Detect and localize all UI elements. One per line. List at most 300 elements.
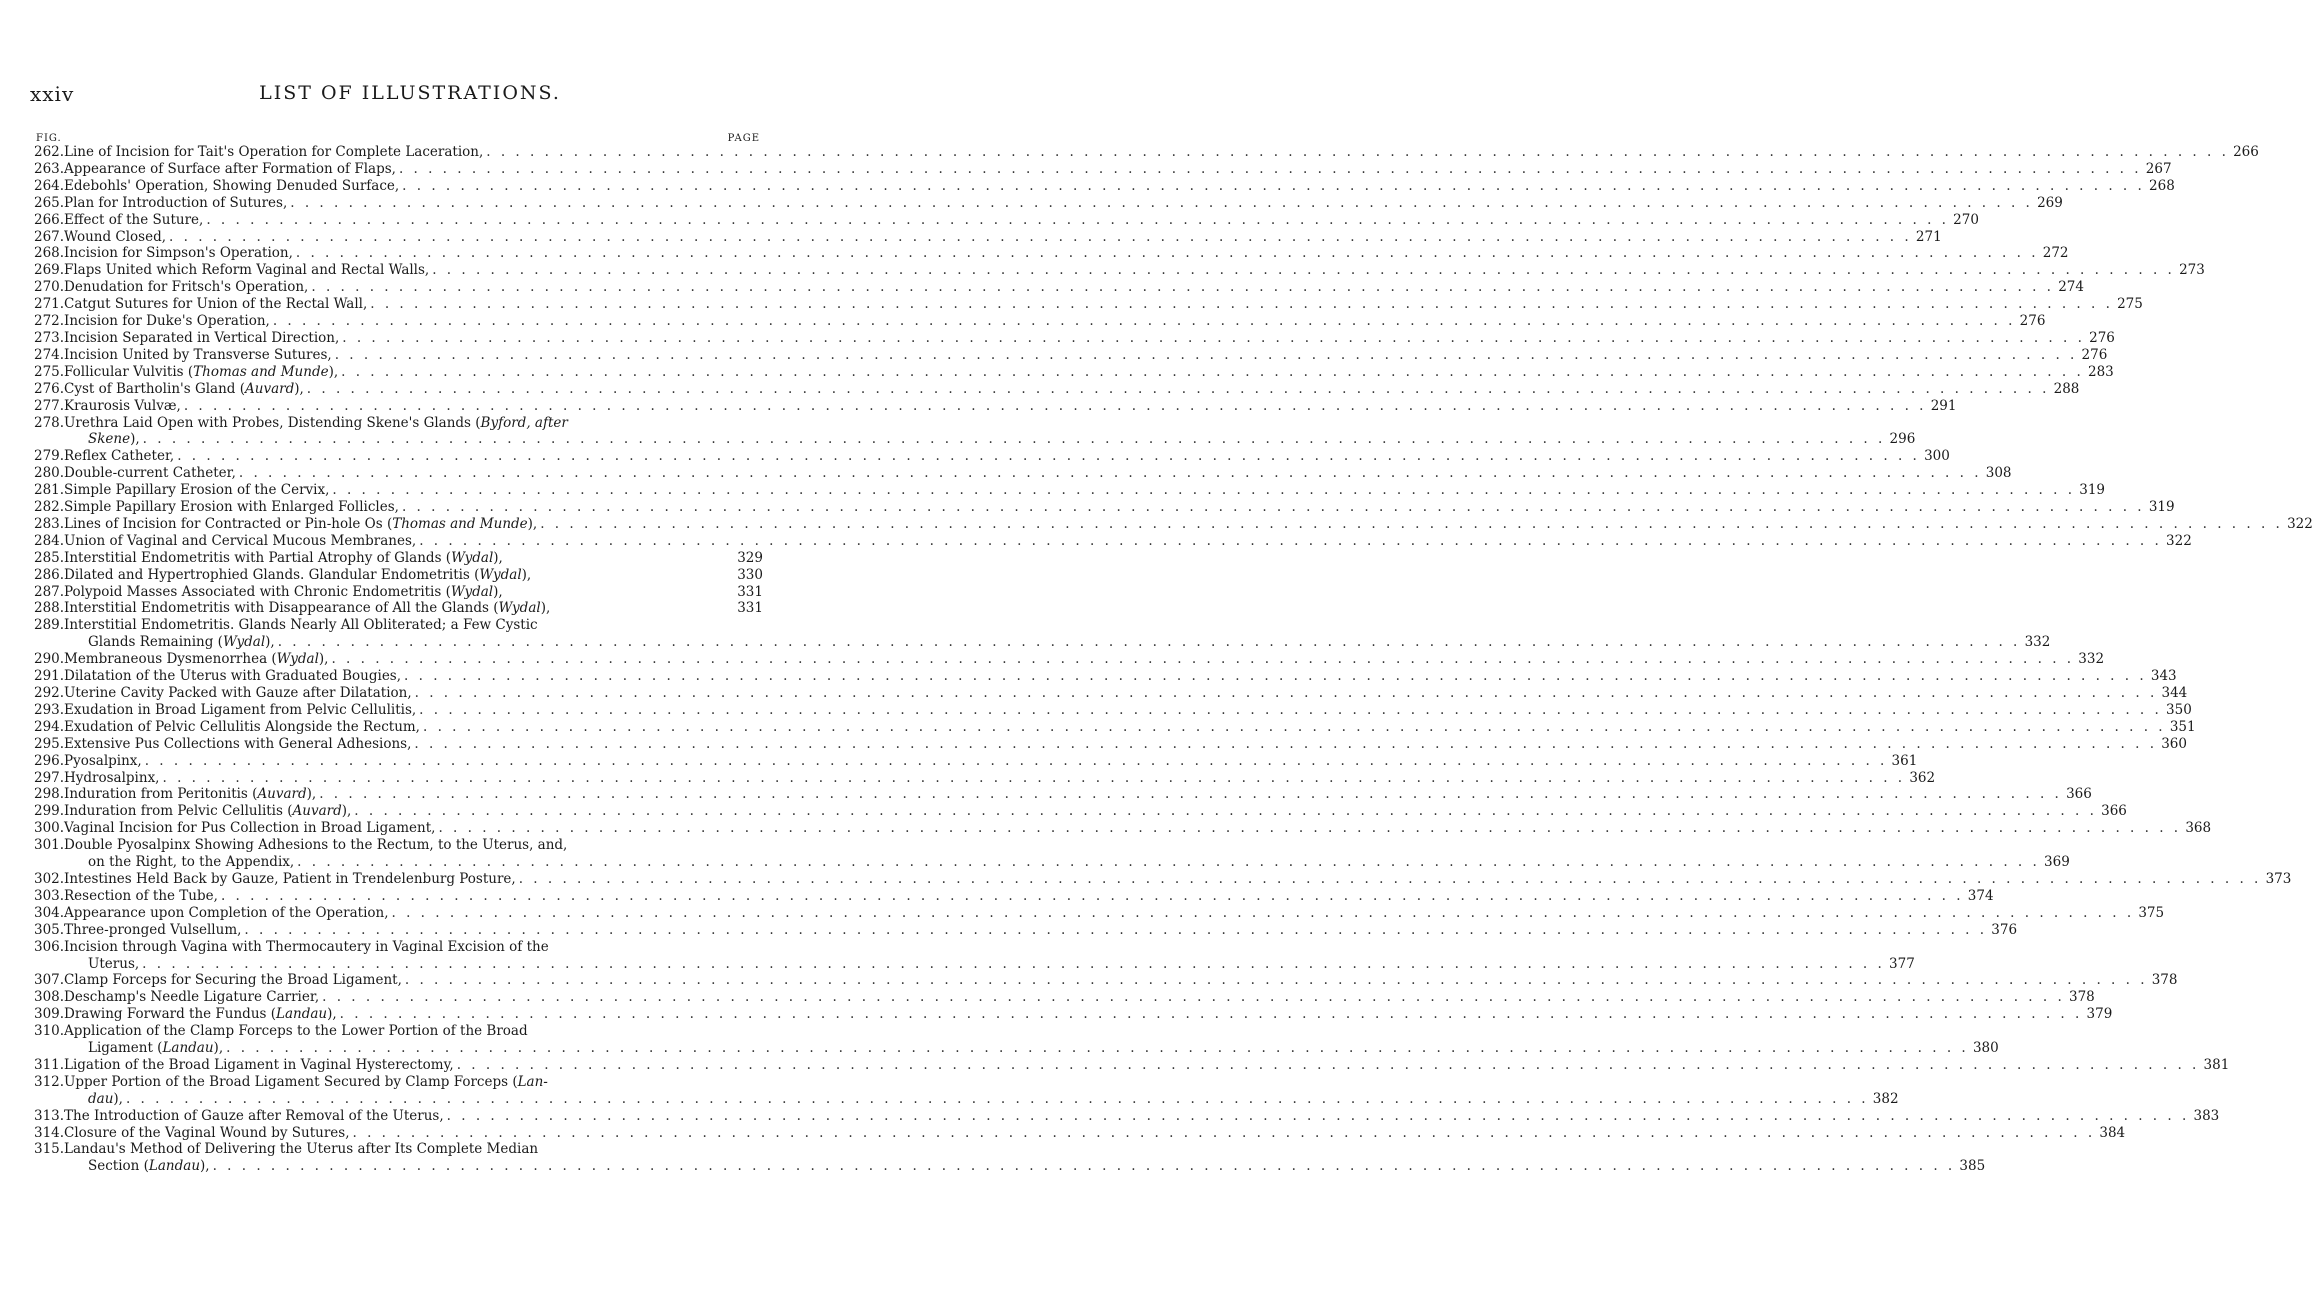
figure-caption: Incision through Vagina with Thermocautery in Vaginal Excision of the [64, 938, 549, 955]
entry-body [64, 719, 2196, 736]
entry-line [64, 499, 2175, 516]
page-ref: 296 [1889, 431, 1916, 448]
entry-line [64, 1158, 1985, 1175]
entry-line [64, 212, 1979, 229]
entry-line [64, 634, 2050, 651]
figure-caption: Plan for Introduction of Sutures, [64, 194, 288, 211]
figure-number: 272. [34, 313, 65, 330]
figure-number: 315. [34, 1141, 65, 1158]
figure-caption: Appearance of Surface after Formation of Flaps, [64, 160, 396, 177]
figure-number: 313. [34, 1107, 65, 1124]
list-item [34, 786, 2092, 803]
page-number: xxiv [30, 82, 75, 106]
entry-line [64, 905, 2164, 922]
entry-line [64, 854, 2070, 871]
entry-line [64, 262, 2205, 279]
page-ref: 266 [2233, 144, 2259, 160]
figure-caption: Uterine Cavity Packed with Gauze after Dilatation, [64, 685, 412, 701]
figure-number: 287. [34, 583, 65, 600]
figure-source: Auvard [257, 786, 307, 803]
figure-caption: Cyst of Bartholin's Gland (Auvard), [64, 380, 304, 397]
figure-caption: Drawing Forward the Fundus (Landau), [64, 1006, 337, 1023]
figure-number: 307. [34, 972, 65, 989]
page-ref: 380 [1972, 1040, 1999, 1057]
page-ref: 269 [2037, 194, 2063, 211]
page-ref: 350 [2166, 701, 2192, 718]
list-item [34, 752, 1918, 770]
entry-line [64, 770, 1935, 787]
list-item [34, 718, 2196, 736]
figure-number: 282. [34, 499, 65, 516]
figure-source: dau [88, 1090, 114, 1107]
figure-number: 303. [34, 887, 65, 904]
page-ref: 379 [2086, 1006, 2113, 1023]
list-item [34, 313, 2046, 330]
page-ref: 276 [2089, 329, 2115, 346]
figure-caption: Closure of the Vaginal Wound by Sutures, [64, 1124, 350, 1141]
dot-leader: . . . . . . . . . . . . . . . . . . . . . . . . . . . . . . . . . . . . . . . . . . . . . . . . . . . . . . . . . . . . . . . . . . . . . . . . . . . . . . . . . . . . . . . . . . . . . . . . . . . . . . . . . . . . . . . . . . . . . . . . [334, 346, 2078, 363]
dot-leader: . . . . . . . . . . . . . . . . . . . . . . . . . . . . . . . . . . . . . . . . . . . . . . . . . . . . . . . . . . . . . . . . . . . . . . . . . . . . . . . . . . . . . . . . . . . . . . . . . . . . . . . . . . . . . . . . . . . . . . . . [144, 752, 1888, 769]
figure-caption: Wound Closed, [64, 228, 167, 245]
entry-body [64, 245, 2069, 262]
entry-line [64, 448, 1950, 465]
list-item [34, 769, 1936, 787]
entry-line [64, 972, 2178, 989]
entry-line [64, 668, 2177, 685]
entry-line [64, 431, 1915, 448]
figure-caption: Incision for Simpson's Operation, [64, 245, 293, 262]
entry-body [64, 330, 2115, 347]
figure-number: 295. [34, 735, 65, 752]
figure-caption: Induration from Peritonitis (Auvard), [64, 786, 317, 803]
figure-number: 293. [34, 701, 65, 718]
entry-line [64, 516, 2313, 533]
list-item [34, 1023, 1999, 1057]
figure-number: 268. [34, 245, 65, 262]
figure-source: Landau [276, 1006, 328, 1023]
page-ref: 283 [2087, 363, 2114, 380]
entry-body [64, 651, 2104, 668]
figure-number: 265. [34, 194, 65, 211]
dot-leader: . . . . . . . . . . . . . . . . . . . . . . . . . . . . . . . . . . . . . . . . . . . . . . . . . . . . . . . . . . . . . . . . . . . . . . . . . . . . . . . . . . . . . . . . . . . . . . . . . . . . . . . . . . . . . . . . . . . . . . . . [432, 262, 2175, 279]
entry-line [64, 1074, 1899, 1091]
figure-caption: Kraurosis Vulvæ, [64, 397, 181, 414]
list-item [34, 194, 2063, 212]
entry-body [64, 398, 1956, 415]
figure-caption: Glands Remaining (Wydal), [88, 634, 275, 651]
entry-line [64, 888, 1994, 905]
dot-leader: . . . . . . . . . . . . . . . . . . . . . . . . . . . . . . . . . . . . . . . . . . . . . . . . . . . . . . . . . . . . . . . . . . . . . . . . . . . . . . . . . . . . . . . . . . . . . . . . . . . . . . . . . . . . . . . . . . . . . . . . [518, 870, 2262, 887]
dot-leader: . . . . . . . . . . . . . . . . . . . . . . . . . . . . . . . . . . . . . . . . . . . . . . . . . . . . . . . . . . . . . . . . . . . . . . . . . . . . . . . . . . . . . . . . . . . . . . . . . . . . . . . . . . . . . . . . . . . . . . . . [404, 668, 2147, 685]
figure-number: 302. [34, 870, 65, 887]
list-item [34, 887, 1994, 905]
figure-caption: Union of Vaginal and Cervical Mucous Membranes, [64, 532, 417, 549]
entry-body [64, 1108, 2219, 1125]
dot-leader: . . . . . . . . . . . . . . . . . . . . . . . . . . . . . . . . . . . . . . . . . . . . . . . . . . . . . . . . . . . . . . . . . . . . . . . . . . . . . . . . . . . . . . . . . . . . . . . . . . . . . . . . . . . . . . . . . . . . . . . . [306, 380, 2050, 397]
figure-number: 267. [34, 228, 65, 245]
dot-leader: . . . . . . . . . . . . . . . . . . . . . . . . . . . . . . . . . . . . . . . . . . . . . . . . . . . . . . . . . . . . . . . . . . . . . . . . . . . . . . . . . . . . . . . . . . . . . . . . . . . . . . . . . . . . . . . . . . . . . . . . [297, 854, 2040, 871]
figure-caption: Exudation in Broad Ligament from Pelvic Cellulitis, [64, 701, 417, 718]
dot-leader: . . . . . . . . . . . . . . . . . . . . . . . . . . . . . . . . . . . . . . . . . . . . . . . . . . . . . . . . . . . . . . . . . . . . . . . . . . . . . . . . . . . . . . . . . . . . . . . . . . . . . . . . . . . . . . . . . . . . . . . . [142, 955, 1885, 972]
page-ref: 369 [2044, 854, 2070, 871]
entry-body [64, 1125, 2125, 1142]
entry-line [64, 1091, 1899, 1108]
entry-line [64, 296, 2143, 313]
entry-line [64, 567, 763, 584]
figure-number: 277. [34, 397, 65, 414]
entry-body [64, 786, 2092, 803]
entry-body [64, 617, 2050, 651]
list-item [34, 228, 1942, 246]
figure-number: 288. [34, 600, 65, 617]
list-item [34, 1107, 2220, 1125]
figure-source: Skene [88, 431, 131, 448]
dot-leader: . . . . . . . . . . . . . . . . . . . . . . . . . . . . . . . . . . . . . . . . . . . . . . . . . . . . . . . . . . . . . . . . . . . . . . . . . . . . . . . . . . . . . . . . . . . . . . . . . . . . . . . . . . . . . . . . . . . . . . . . [414, 735, 2157, 752]
page-ref: 322 [2166, 532, 2192, 549]
figure-caption: Resection of the Tube, [64, 887, 218, 904]
page-ref: 332 [2024, 634, 2051, 651]
entry-body [64, 364, 2114, 381]
page-ref: 377 [1889, 955, 1915, 972]
figure-number: 280. [34, 465, 65, 482]
dot-leader: . . . . . . . . . . . . . . . . . . . . . . . . . . . . . . . . . . . . . . . . . . . . . . . . . . . . . . . . . . . . . . . . . . . . . . . . . . . . . . . . . . . . . . . . . . . . . . . . . . . . . . . . . . . . . . . . . . . . . . . . [277, 634, 2021, 651]
page-ref: 329 [737, 549, 763, 566]
figure-number: 305. [34, 921, 65, 938]
page-ref: 385 [1959, 1158, 1986, 1175]
list-item [34, 397, 1957, 415]
entry-body [64, 736, 2187, 753]
figure-caption: Clamp Forceps for Securing the Broad Ligament, [64, 972, 402, 989]
figure-number: 270. [34, 279, 65, 296]
figure-number: 279. [34, 448, 65, 465]
figure-number: 262. [34, 144, 65, 160]
entry-body [64, 820, 2211, 837]
figure-number: 310. [34, 1023, 65, 1040]
entry-body [64, 550, 763, 567]
figure-caption: Double Pyosalpinx Showing Adhesions to the Rectum, to the Uterus, and, [64, 837, 568, 854]
entry-body [64, 229, 1942, 246]
list-item [34, 279, 2084, 296]
figure-number: 284. [34, 532, 65, 549]
list-item [34, 296, 2143, 313]
dot-leader: . . . . . . . . . . . . . . . . . . . . . . . . . . . . . . . . . . . . . . . . . . . . . . . . . . . . . . . . . . . . . . . . . . . . . . . . . . . . . . . . . . . . . . . . . . . . . . . . . . . . . . . . . . . . . . . . . . . . . . . . [341, 363, 2084, 380]
entry-body [64, 381, 2079, 398]
figure-number: 292. [34, 685, 65, 701]
figure-number: 264. [34, 177, 65, 194]
entry-line [64, 871, 2291, 888]
figure-number: 301. [34, 837, 65, 854]
page-ref: 378 [2068, 989, 2095, 1006]
figure-source: Thomas and Munde [193, 363, 329, 380]
page-ref: 378 [2151, 972, 2178, 989]
entry-body [64, 584, 763, 601]
entry-body [64, 499, 2175, 516]
dot-leader: . . . . . . . . . . . . . . . . . . . . . . . . . . . . . . . . . . . . . . . . . . . . . . . . . . . . . . . . . . . . . . . . . . . . . . . . . . . . . . . . . . . . . . . . . . . . . . . . . . . . . . . . . . . . . . . . . . . . . . . . [311, 279, 2054, 296]
entry-line [64, 1040, 1999, 1057]
list-item [34, 1124, 2126, 1142]
page-ref: 330 [737, 566, 763, 583]
list-item [34, 550, 763, 567]
dot-leader: . . . . . . . . . . . . . . . . . . . . . . . . . . . . . . . . . . . . . . . . . . . . . . . . . . . . . . . . . . . . . . . . . . . . . . . . . . . . . . . . . . . . . . . . . . . . . . . . . . . . . . . . . . . . . . . . . . . . . . . . [540, 515, 2283, 532]
entry-line [64, 195, 2063, 212]
entry-body [64, 888, 1994, 905]
figure-caption: on the Right, to the Appendix, [88, 854, 295, 871]
figure-caption: Incision United by Transverse Sutures, [64, 346, 332, 363]
entry-body [64, 415, 1915, 449]
dot-leader: . . . . . . . . . . . . . . . . . . . . . . . . . . . . . . . . . . . . . . . . . . . . . . . . . . . . . . . . . . . . . . . . . . . . . . . . . . . . . . . . . . . . . . . . . . . . . . . . . . . . . . . . . . . . . . . . . . . . . . . . [354, 803, 2097, 820]
page-ref: 308 [1985, 465, 2012, 482]
figure-caption: Membraneous Dysmenorrhea (Wydal), [64, 651, 329, 668]
figure-number: 306. [34, 938, 65, 955]
list-item [34, 685, 2188, 702]
entry-line [64, 279, 2084, 296]
entry-line [64, 617, 2050, 634]
figure-caption: Section (Landau), [88, 1158, 210, 1175]
entry-line [64, 1006, 2112, 1023]
figure-caption: Ligation of the Broad Ligament in Vaginal Hysterectomy, [64, 1056, 454, 1073]
dot-leader: . . . . . . . . . . . . . . . . . . . . . . . . . . . . . . . . . . . . . . . . . . . . . . . . . . . . . . . . . . . . . . . . . . . . . . . . . . . . . . . . . . . . . . . . . . . . . . . . . . . . . . . . . . . . . . . . . . . . . . . . [272, 313, 2016, 330]
entry-line [64, 161, 2172, 178]
dot-leader: . . . . . . . . . . . . . . . . . . . . . . . . . . . . . . . . . . . . . . . . . . . . . . . . . . . . . . . . . . . . . . . . . . . . . . . . . . . . . . . . . . . . . . . . . . . . . . . . . . . . . . . . . . . . . . . . . . . . . . . . [238, 465, 1982, 482]
page-title: LIST OF ILLUSTRATIONS. [259, 82, 561, 104]
figure-caption: Simple Papillary Erosion with Enlarged Follicles, [64, 499, 399, 516]
entry-line [64, 989, 2095, 1006]
page-ref: 276 [2019, 313, 2046, 330]
figure-caption: Effect of the Suture, [64, 211, 204, 228]
page-ref: 270 [1953, 211, 1979, 228]
entry-body [64, 347, 2107, 364]
figure-number: 275. [34, 363, 65, 380]
figure-source: Wydal [498, 600, 541, 617]
entry-body [64, 533, 2192, 550]
dot-leader: . . . . . . . . . . . . . . . . . . . . . . . . . . . . . . . . . . . . . . . . . . . . . . . . . . . . . . . . . . . . . . . . . . . . . . . . . . . . . . . . . . . . . . . . . . . . . . . . . . . . . . . . . . . . . . . . . . . . . . . . [352, 1124, 2096, 1141]
entry-line [64, 1057, 2229, 1074]
entry-line [64, 1125, 2125, 1142]
entry-line [64, 482, 2105, 499]
figure-caption: Uterus, [88, 955, 140, 972]
figure-caption: Incision for Duke's Operation, [64, 313, 270, 330]
entry-body [64, 161, 2172, 178]
entry-line [64, 1141, 1985, 1158]
list-item [34, 870, 2292, 888]
dot-leader: . . . . . . . . . . . . . . . . . . . . . . . . . . . . . . . . . . . . . . . . . . . . . . . . . . . . . . . . . . . . . . . . . . . . . . . . . . . . . . . . . . . . . . . . . . . . . . . . . . . . . . . . . . . . . . . . . . . . . . . . [331, 651, 2075, 668]
figure-caption: Intestines Held Back by Gauze, Patient in Trendelenburg Posture, [64, 870, 516, 887]
entry-body [64, 482, 2105, 499]
entry-line [64, 803, 2127, 820]
figure-number: 294. [34, 718, 65, 735]
figure-number: 309. [34, 1006, 65, 1023]
entry-line [64, 939, 1915, 956]
list-item [34, 567, 763, 584]
page-ref: 381 [2203, 1056, 2230, 1073]
entry-line [64, 820, 2211, 837]
list-item [34, 465, 2012, 482]
entry-body [64, 313, 2045, 330]
entry-line [64, 144, 2259, 161]
list-item [34, 448, 1950, 465]
figure-source: Wydal [451, 549, 494, 566]
entry-body [64, 837, 2070, 871]
list-item [34, 1073, 1899, 1108]
page-ref: 331 [737, 600, 763, 617]
entry-line [64, 922, 2017, 939]
entry-body [64, 753, 1917, 770]
figure-caption: Landau's Method of Delivering the Uterus after Its Complete Median [64, 1141, 539, 1158]
list-item [34, 600, 763, 617]
list-item [34, 329, 2115, 347]
entry-body [64, 770, 1935, 787]
list-item [34, 515, 2313, 533]
figure-source: Landau [148, 1158, 201, 1175]
page-ref: 368 [2185, 820, 2212, 837]
entry-body [64, 668, 2177, 685]
page-ref: 362 [1909, 769, 1936, 786]
figure-number: 311. [34, 1056, 65, 1073]
entry-body [64, 1006, 2112, 1023]
dot-leader: . . . . . . . . . . . . . . . . . . . . . . . . . . . . . . . . . . . . . . . . . . . . . . . . . . . . . . . . . . . . . . . . . . . . . . . . . . . . . . . . . . . . . . . . . . . . . . . . . . . . . . . . . . . . . . . . . . . . . . . . [220, 887, 1964, 904]
entry-body [64, 803, 2127, 820]
list-item [34, 177, 2175, 195]
figure-number: 290. [34, 651, 65, 668]
dot-leader: . . . . . . . . . . . . . . . . . . . . . . . . . . . . . . . . . . . . . . . . . . . . . . . . . . . . . . . . . . . . . . . . . . . . . . . . . . . . . . . . . . . . . . . . . . . . . . . . . . . . . . . . . . . . . . . . . . . . . . . . [212, 1158, 1956, 1175]
entry-line [64, 651, 2104, 668]
dot-leader: . . . . . . . . . . . . . . . . . . . . . . . . . . . . . . . . . . . . . . . . . . . . . . . . . . . . . . . . . . . . . . . . . . . . . . . . . . . . . . . . . . . . . . . . . . . . . . . . . . . . . . . . . . . . . . . . . . . . . . . . [295, 245, 2039, 262]
dot-leader: . . . . . . . . . . . . . . . . . . . . . . . . . . . . . . . . . . . . . . . . . . . . . . . . . . . . . . . . . . . . . . . . . . . . . . . . . . . . . . . . . . . . . . . . . . . . . . . . . . . . . . . . . . . . . . . . . . . . . . . . [177, 448, 1920, 465]
entry-body [64, 1141, 1985, 1175]
page-ref: 275 [2117, 296, 2143, 313]
figure-caption: Urethra Laid Open with Probes, Distending Skene's Glands (Byford, after [64, 414, 568, 431]
entry-body [64, 144, 2259, 161]
figure-caption: Extensive Pus Collections with General Adhesions, [64, 735, 412, 752]
entry-line [64, 702, 2192, 719]
list-item [34, 921, 2018, 939]
entry-body [64, 1023, 1999, 1057]
entry-line [64, 229, 1942, 246]
list-item [34, 211, 1979, 229]
page-header [30, 82, 790, 106]
figure-number: 296. [34, 752, 65, 769]
figure-caption: Interstitial Endometritis with Disappearance of All the Glands (Wydal), [64, 600, 551, 617]
page-ref: 344 [2161, 685, 2188, 701]
figure-number: 300. [34, 820, 65, 837]
dot-leader [503, 584, 733, 601]
figure-caption: Line of Incision for Tait's Operation for Complete Laceration, [64, 144, 484, 160]
figure-source: Auvard [292, 803, 342, 820]
dot-leader: . . . . . . . . . . . . . . . . . . . . . . . . . . . . . . . . . . . . . . . . . . . . . . . . . . . . . . . . . . . . . . . . . . . . . . . . . . . . . . . . . . . . . . . . . . . . . . . . . . . . . . . . . . . . . . . . . . . . . . . . [398, 160, 2142, 177]
dot-leader: . . . . . . . . . . . . . . . . . . . . . . . . . . . . . . . . . . . . . . . . . . . . . . . . . . . . . . . . . . . . . . . . . . . . . . . . . . . . . . . . . . . . . . . . . . . . . . . . . . . . . . . . . . . . . . . . . . . . . . . . [419, 532, 2162, 549]
list-item [34, 651, 2105, 668]
figure-number: 271. [34, 296, 65, 313]
list-item [34, 499, 2175, 516]
figure-caption: Upper Portion of the Broad Ligament Secured by Clamp Forceps (Lan- [64, 1073, 548, 1090]
dot-leader: . . . . . . . . . . . . . . . . . . . . . . . . . . . . . . . . . . . . . . . . . . . . . . . . . . . . . . . . . . . . . . . . . . . . . . . . . . . . . . . . . . . . . . . . . . . . . . . . . . . . . . . . . . . . . . . . . . . . . . . . [402, 177, 2145, 194]
entry-body [64, 685, 2187, 702]
figure-caption: Dilatation of the Uterus with Graduated Bougies, [64, 668, 402, 685]
page-ref: 322 [2287, 515, 2313, 532]
dot-leader [531, 567, 733, 584]
page-ref: 300 [1924, 448, 1950, 465]
entry-body [64, 939, 1915, 973]
figure-number: 308. [34, 989, 65, 1006]
entry-body [64, 972, 2178, 989]
page-ref: 382 [1872, 1090, 1899, 1107]
figure-number: 269. [34, 262, 65, 279]
entry-body [64, 212, 1979, 229]
dot-leader: . . . . . . . . . . . . . . . . . . . . . . . . . . . . . . . . . . . . . . . . . . . . . . . . . . . . . . . . . . . . . . . . . . . . . . . . . . . . . . . . . . . . . . . . . . . . . . . . . . . . . . . . . . . . . . . . . . . . . . . . [486, 144, 2229, 160]
list-item [34, 701, 2192, 719]
figure-caption: Vaginal Incision for Pus Collection in Broad Ligament, [64, 820, 436, 837]
entry-line [64, 245, 2069, 262]
page-ref: 384 [2099, 1124, 2126, 1141]
list-item [34, 938, 1915, 973]
entry-line [64, 465, 2012, 482]
entry-body [64, 516, 2313, 533]
dot-leader: . . . . . . . . . . . . . . . . . . . . . . . . . . . . . . . . . . . . . . . . . . . . . . . . . . . . . . . . . . . . . . . . . . . . . . . . . . . . . . . . . . . . . . . . . . . . . . . . . . . . . . . . . . . . . . . . . . . . . . . . [125, 1090, 1869, 1107]
dot-leader: . . . . . . . . . . . . . . . . . . . . . . . . . . . . . . . . . . . . . . . . . . . . . . . . . . . . . . . . . . . . . . . . . . . . . . . . . . . . . . . . . . . . . . . . . . . . . . . . . . . . . . . . . . . . . . . . . . . . . . . . [183, 397, 1927, 414]
figure-caption: Edebohls' Operation, Showing Denuded Surface, [64, 177, 400, 194]
page-ref: 276 [2081, 346, 2108, 363]
entry-body [64, 922, 2017, 939]
entry-body [64, 702, 2192, 719]
list-item [34, 532, 2192, 550]
list-item [34, 803, 2127, 820]
list-item [34, 262, 2205, 279]
page-ref: 383 [2193, 1107, 2220, 1124]
dot-leader: . . . . . . . . . . . . . . . . . . . . . . . . . . . . . . . . . . . . . . . . . . . . . . . . . . . . . . . . . . . . . . . . . . . . . . . . . . . . . . . . . . . . . . . . . . . . . . . . . . . . . . . . . . . . . . . . . . . . . . . . [319, 786, 2062, 803]
figure-caption: Appearance upon Completion of the Operation, [64, 904, 389, 921]
figure-caption: Induration from Pelvic Cellulitis (Auvard), [64, 803, 352, 820]
figure-caption: Flaps United which Reform Vaginal and Rectal Walls, [64, 262, 430, 279]
entry-line [64, 364, 2114, 381]
page-ref: 272 [2042, 245, 2069, 262]
entry-line [64, 685, 2187, 702]
figure-number: 312. [34, 1073, 65, 1090]
list-item [34, 482, 2106, 499]
entry-line [64, 719, 2196, 736]
page-ref: 319 [2079, 482, 2106, 499]
figure-caption: The Introduction of Gauze after Removal of the Uterus, [64, 1107, 444, 1124]
list-item [34, 1141, 1986, 1175]
entry-line [64, 837, 2070, 854]
page-ref: 351 [2169, 718, 2196, 735]
entry-body [64, 448, 1950, 465]
dot-leader: . . . . . . . . . . . . . . . . . . . . . . . . . . . . . . . . . . . . . . . . . . . . . . . . . . . . . . . . . . . . . . . . . . . . . . . . . . . . . . . . . . . . . . . . . . . . . . . . . . . . . . . . . . . . . . . . . . . . . . . . [370, 296, 2113, 313]
figure-caption: Catgut Sutures for Union of the Rectal Wall, [64, 296, 368, 313]
page-column-label: PAGE [727, 133, 760, 144]
entry-body [64, 296, 2143, 313]
entry-line [64, 550, 763, 567]
figure-caption: Application of the Clamp Forceps to the Lower Portion of the Broad [64, 1023, 528, 1040]
dot-leader [550, 600, 733, 617]
entry-body [64, 195, 2063, 212]
entry-body [64, 262, 2205, 279]
figure-source: Wydal [479, 566, 522, 583]
entry-body [64, 871, 2291, 888]
list-item [34, 972, 2178, 989]
list-item [34, 414, 1916, 449]
figure-caption: Lines of Incision for Contracted or Pin-hole Os (Thomas and Munde), [64, 515, 538, 532]
figure-number: 276. [34, 380, 65, 397]
figure-number: 314. [34, 1124, 65, 1141]
figure-number: 263. [34, 160, 65, 177]
figure-caption: Skene), [88, 431, 140, 448]
entry-line [64, 533, 2192, 550]
entry-body [64, 1074, 1899, 1108]
entry-line [64, 584, 763, 601]
dot-leader: . . . . . . . . . . . . . . . . . . . . . . . . . . . . . . . . . . . . . . . . . . . . . . . . . . . . . . . . . . . . . . . . . . . . . . . . . . . . . . . . . . . . . . . . . . . . . . . . . . . . . . . . . . . . . . . . . . . . . . . . [322, 989, 2065, 1006]
list-item [34, 820, 2212, 837]
page-ref: 273 [2179, 262, 2205, 279]
